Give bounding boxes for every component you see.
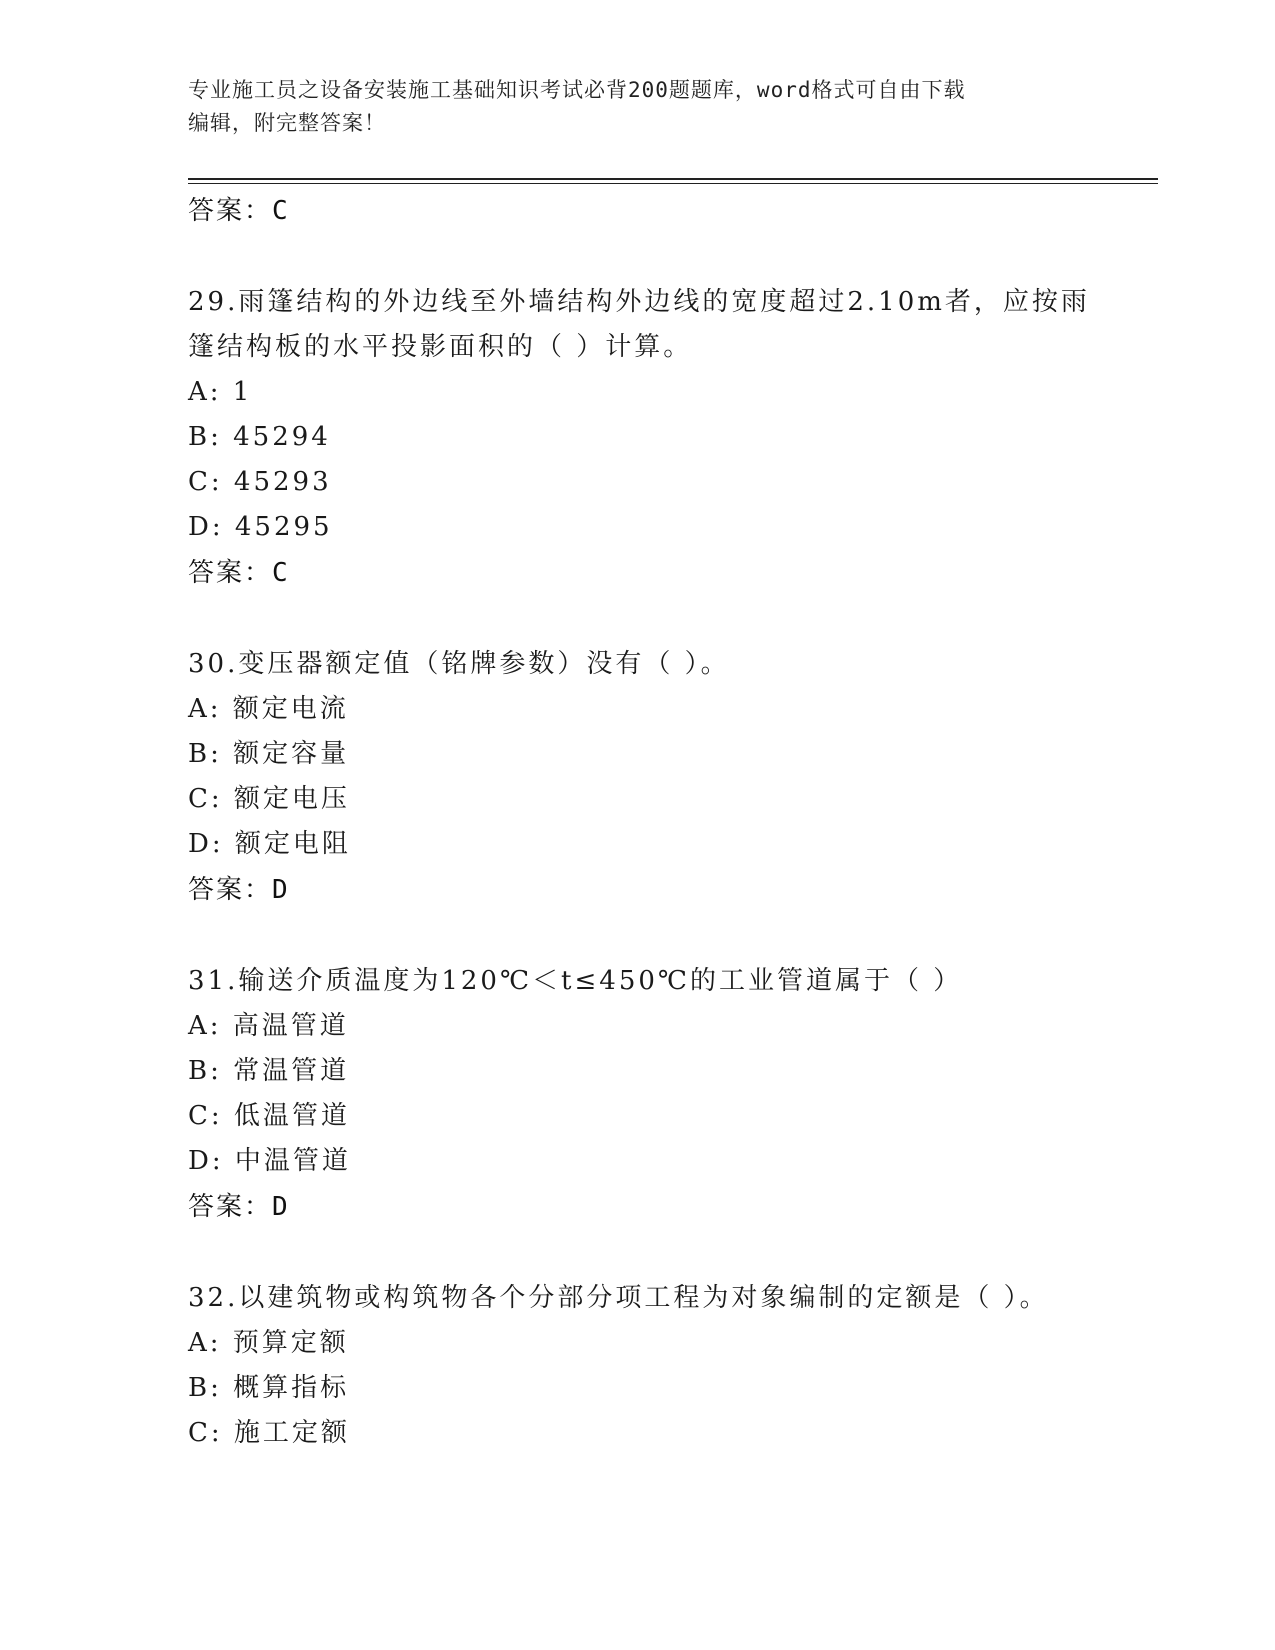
option-b: B: 额定容量 bbox=[188, 739, 350, 769]
header-line-1: 专业施工员之设备安装施工基础知识考试必背200题题库，word格式可自由下载 bbox=[188, 78, 966, 102]
spacer bbox=[188, 234, 1148, 280]
question-stem: 32.以建筑物或构筑物各个分部分项工程为对象编制的定额是（ ）。 bbox=[188, 1283, 1049, 1313]
header-divider-thick bbox=[188, 178, 1158, 180]
option-a: A: 1 bbox=[188, 377, 253, 407]
question-stem: 29.雨篷结构的外边线至外墙结构外边线的宽度超过2.10m者，应按雨 bbox=[188, 287, 1090, 317]
spacer bbox=[188, 596, 1148, 642]
question-29 bbox=[188, 280, 1148, 596]
option-d: D: 额定电阻 bbox=[188, 829, 351, 859]
question-stem-continued: 篷结构板的水平投影面积的（ ）计算。 bbox=[188, 332, 693, 362]
option-c: C: 低温管道 bbox=[188, 1101, 350, 1131]
question-stem: 30.变压器额定值（铭牌参数）没有（ ）。 bbox=[188, 649, 730, 679]
question-30 bbox=[188, 642, 1148, 913]
previous-answer: 答案：C bbox=[188, 196, 290, 226]
document-header bbox=[188, 74, 1088, 140]
question-31 bbox=[188, 959, 1148, 1230]
option-c: C: 施工定额 bbox=[188, 1418, 350, 1448]
option-b: B: 45294 bbox=[188, 422, 331, 452]
question-32 bbox=[188, 1276, 1148, 1456]
spacer bbox=[188, 913, 1148, 959]
question-answer: 答案：D bbox=[188, 1192, 290, 1222]
option-d: D: 45295 bbox=[188, 512, 333, 542]
header-divider-thin bbox=[188, 183, 1158, 184]
option-c: C: 45293 bbox=[188, 467, 332, 497]
option-a: A: 高温管道 bbox=[188, 1011, 349, 1041]
spacer bbox=[188, 1230, 1148, 1276]
question-answer: 答案：C bbox=[188, 558, 290, 588]
option-a: A: 额定电流 bbox=[188, 694, 349, 724]
question-stem: 31.输送介质温度为120℃＜t≤450℃的工业管道属于（ ） bbox=[188, 966, 963, 996]
header-line-2: 编辑，附完整答案！ bbox=[188, 111, 386, 135]
option-b: B: 常温管道 bbox=[188, 1056, 350, 1086]
option-c: C: 额定电压 bbox=[188, 784, 350, 814]
question-content bbox=[188, 188, 1148, 1456]
question-answer: 答案：D bbox=[188, 875, 290, 905]
option-b: B: 概算指标 bbox=[188, 1373, 350, 1403]
option-d: D: 中温管道 bbox=[188, 1146, 351, 1176]
option-a: A: 预算定额 bbox=[188, 1328, 349, 1358]
